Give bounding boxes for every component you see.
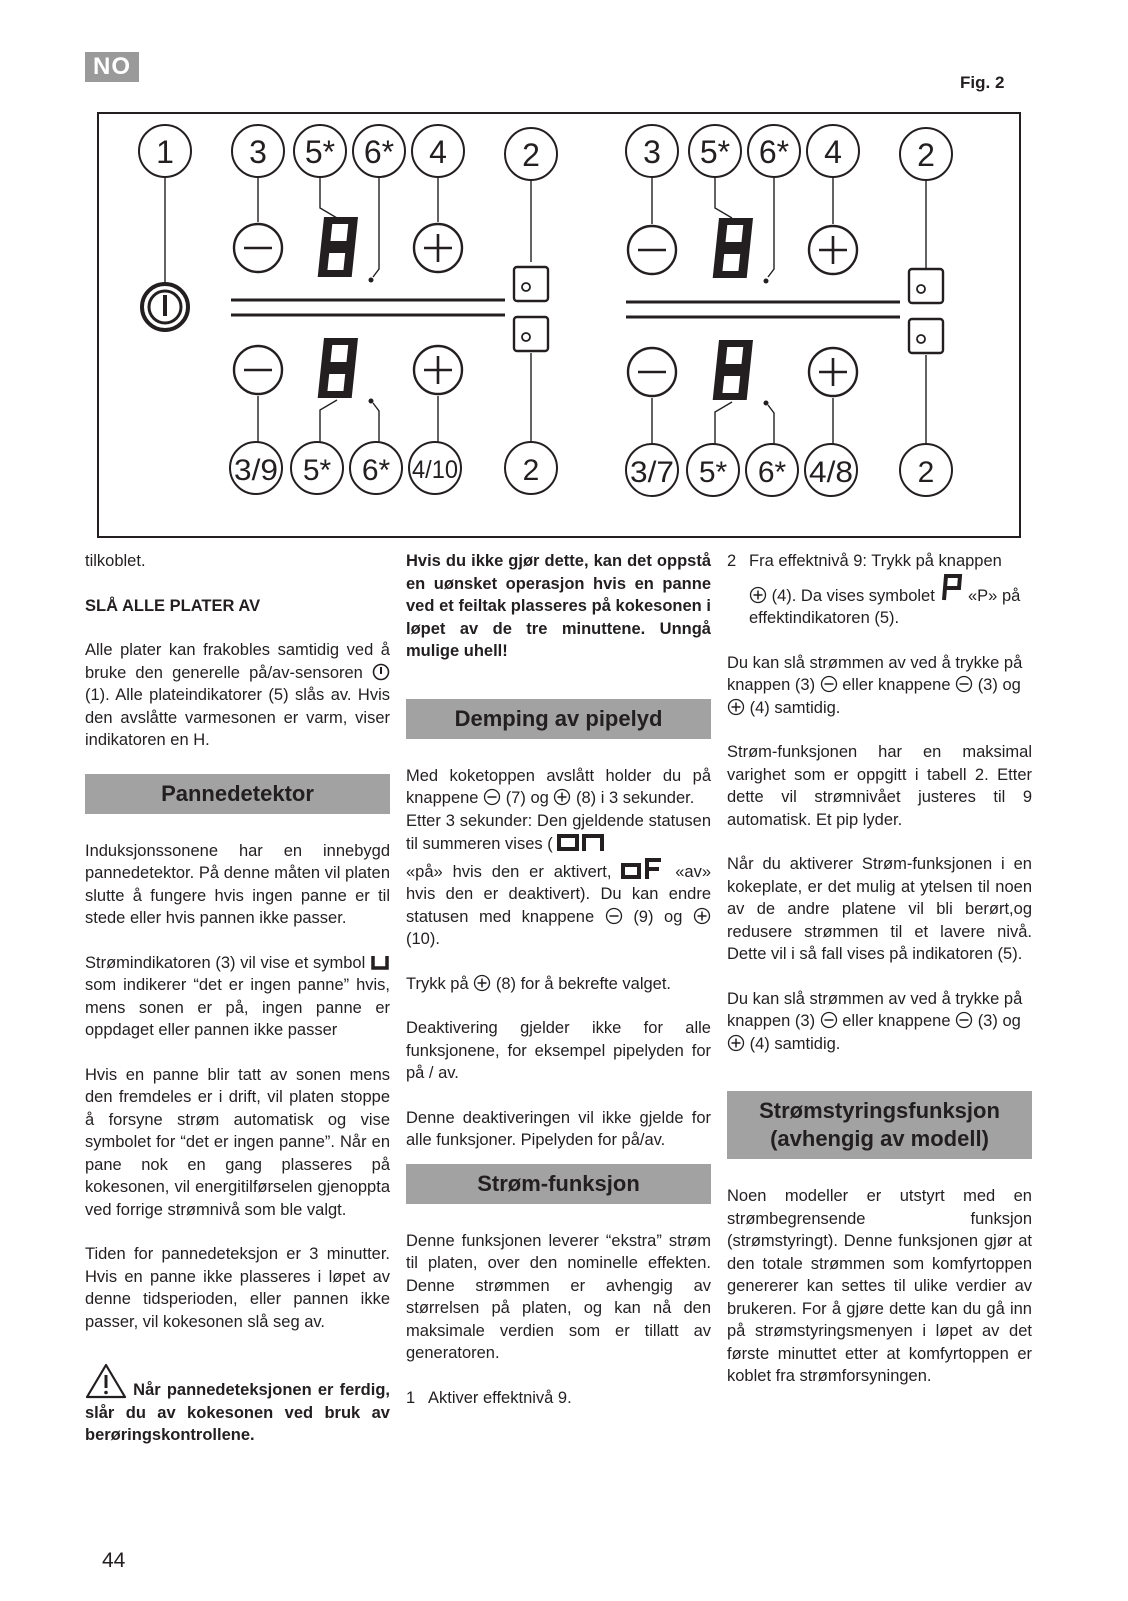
label-6star-bottom: 6* bbox=[361, 454, 391, 487]
label-5star-right-bottom: 5* bbox=[698, 456, 728, 489]
label-2-right: 2 bbox=[917, 137, 935, 173]
label-4-right: 4 bbox=[824, 134, 842, 170]
left-top-plus-button[interactable] bbox=[414, 224, 462, 272]
heading-power-function: Strøm-funksjon bbox=[406, 1164, 711, 1204]
step-1 bbox=[406, 1387, 711, 1410]
plus-icon bbox=[727, 1034, 745, 1052]
left-bottom-label-row bbox=[230, 442, 557, 494]
right-bottom-timer-button[interactable] bbox=[909, 319, 943, 353]
language-badge: NO bbox=[85, 52, 139, 82]
paragraph-power-off-2: Du kan slå strømmen av ved å trykke på knappen (3) eller knappene (3) og (4) samtidig. bbox=[727, 989, 1023, 1053]
step-text: Aktiver effektnivå 9. bbox=[428, 1388, 572, 1407]
step-number: 2 bbox=[727, 552, 737, 570]
label-3-9: 3/9 bbox=[234, 454, 278, 487]
label-5star-bottom: 5* bbox=[302, 454, 332, 487]
step-2 bbox=[727, 550, 1032, 630]
paragraph-activate: Når du aktiverer Strøm-funksjonen i en kokeplate, er det mulig at ytelsen til noen av de andre platene vil bli berørt,og redusere strømmen til et lavere nivå. Dette vil i så fall vises på indikatoren (5). bbox=[727, 855, 1032, 963]
plus-icon bbox=[473, 974, 491, 992]
label-4-8: 4/8 bbox=[809, 456, 853, 489]
left-bottom-display-icon bbox=[318, 338, 358, 398]
paragraph-pan-4: Tiden for pannedeteksjon er 3 minutter. Hvis en panne ikke plasseres i løpet av denne tidsperioden, eller pannen ikke passer, vil kokesonen slå seg av. bbox=[85, 1245, 390, 1331]
label-4: 4 bbox=[429, 134, 447, 170]
left-zone bbox=[139, 125, 557, 494]
plus-icon bbox=[727, 698, 745, 716]
on-symbol-icon bbox=[557, 832, 607, 852]
paragraph-pan-3: Hvis en panne blir tatt av sonen mens den fremdeles er i drift, vil platen stoppe å forsyne strøm automatisk og vise symbolet for “det er ingen panne”. Når en pane nok en gang plasseres på kokesonen, vil energitilførselen gjenoppta ved forrige strømnivå som ble valgt. bbox=[85, 1065, 390, 1219]
label-5star: 5* bbox=[304, 134, 336, 170]
left-bottom-timer-button[interactable] bbox=[514, 317, 548, 351]
power-icon bbox=[372, 663, 390, 681]
heading-pan-detector: Pannedetektor bbox=[85, 774, 390, 814]
label-1: 1 bbox=[156, 134, 174, 170]
warning-continuation: Hvis du ikke gjør dette, kan det oppstå en uønsket operasjon hvis en panne ved et feiltak plasseres på kokesonen i løpet av de tre minuttene. Unngå mulige uhell! bbox=[406, 552, 711, 660]
label-6star: 6* bbox=[363, 134, 395, 170]
paragraph-beep-4: Deaktivering gjelder ikke for alle funksjonene, for eksempel pipelyden for på / av. bbox=[406, 1019, 711, 1082]
paragraph-beep-2: Etter 3 sekunder: Den gjeldende statusen til summeren vises ( «på» hvis den er aktivert, «av» hvis den er deaktivert). Du kan endre statusen med knappene (9) og (10). bbox=[406, 811, 711, 948]
minus-icon bbox=[955, 1011, 973, 1029]
left-top-timer-button[interactable] bbox=[514, 267, 548, 301]
page-number: 44 bbox=[102, 1549, 126, 1572]
minus-icon bbox=[955, 675, 973, 693]
paragraph-connected: tilkoblet. bbox=[85, 552, 146, 570]
label-3: 3 bbox=[249, 134, 267, 170]
minus-icon bbox=[605, 907, 623, 925]
warning-icon bbox=[85, 1363, 127, 1399]
label-2-right-bottom: 2 bbox=[917, 456, 935, 489]
heading-beep-mute: Demping av pipelyd bbox=[406, 699, 711, 739]
right-top-timer-button[interactable] bbox=[909, 269, 943, 303]
minus-icon bbox=[483, 788, 501, 806]
plus-icon bbox=[553, 788, 571, 806]
paragraph-beep-3: Trykk på (8) for å bekrefte valget. bbox=[406, 974, 672, 993]
right-zone bbox=[626, 125, 952, 496]
right-bottom-minus-button[interactable] bbox=[628, 348, 676, 396]
left-top-minus-button[interactable] bbox=[234, 224, 282, 272]
paragraph-power-off-1: Du kan slå strømmen av ved å trykke på knappen (3) eller knappene (3) og (4) samtidig. bbox=[727, 653, 1023, 717]
column-2 bbox=[406, 550, 711, 1431]
right-top-label-row bbox=[626, 125, 952, 180]
left-bottom-plus-button[interactable] bbox=[414, 346, 462, 394]
label-6star-right: 6* bbox=[758, 134, 790, 170]
plus-icon bbox=[693, 907, 711, 925]
subheading-all-off: SLÅ ALLE PLATER AV bbox=[85, 596, 261, 615]
label-3-right: 3 bbox=[643, 134, 661, 170]
left-top-display-icon bbox=[318, 217, 358, 277]
paragraph-pan-1: Induksjonssonene har en innebygd pannedetektor. På denne måten vil platen slutte å fungere hvis ingen panne er til stede eller hvis pannen ikke passer. bbox=[85, 841, 390, 927]
label-4-10: 4/10 bbox=[412, 456, 458, 484]
warning-paragraph: Når pannedeteksjonen er ferdig, slår du av kokesonen ved bruk av berøringskontrollene. bbox=[85, 1363, 390, 1447]
paragraph-duration: Strøm-funksjonen har en maksimal varighet som er oppgitt i tabell 2. Etter dette vil strømnivået justeres til 9 automatisk. Et pip lyder. bbox=[727, 743, 1032, 829]
left-bottom-minus-button[interactable] bbox=[234, 346, 282, 394]
right-top-display-icon bbox=[713, 218, 753, 278]
column-3 bbox=[727, 550, 1032, 1410]
right-top-plus-button[interactable] bbox=[809, 226, 857, 274]
column-1 bbox=[85, 550, 390, 1469]
right-bottom-plus-button[interactable] bbox=[809, 348, 857, 396]
right-top-minus-button[interactable] bbox=[628, 226, 676, 274]
off-symbol-icon bbox=[621, 856, 665, 880]
label-6star-right-bottom: 6* bbox=[757, 456, 787, 489]
paragraph-beep-1: Med koketoppen avslått holder du på knappene (7) og (8) i 3 sekunder. bbox=[406, 766, 711, 807]
right-bottom-label-row bbox=[626, 444, 952, 496]
paragraph-all-off: Alle plater kan frakobles samtidig ved å bruke den generelle på/av-sensoren (1). Alle plateindikatorer (5) slås av. Hvis den avslåtte varmesonen er varm, viser indikatoren en H. bbox=[85, 641, 390, 749]
left-top-label-row bbox=[139, 125, 557, 180]
minus-icon bbox=[820, 675, 838, 693]
figure-label: Fig. 2 bbox=[960, 73, 1005, 92]
label-2-bottom: 2 bbox=[522, 454, 540, 487]
plus-icon bbox=[749, 586, 767, 604]
label-3-7: 3/7 bbox=[630, 456, 674, 489]
label-2: 2 bbox=[522, 137, 540, 173]
paragraph-pan-2: Strømindikatoren (3) vil vise et symbol som indikerer “det er ingen panne” hvis, mens sonen er på, ingen panne er oppdaget eller pannen ikke passer bbox=[85, 953, 390, 1039]
paragraph-power-management: Noen modeller er utstyrt med en strømbegrensende funksjon (strømstyringt). Denne funksjonen gjør at den totale strømmen som komfyrtoppen genererer kan settes til ulike verdier av brukeren. For å gjøre dette kan du gå inn på strømstyringsmenyen i løpet av det første minuttet etter at komfyrtoppen er koblet fra strømforsyningen. bbox=[727, 1187, 1032, 1385]
right-bottom-display-icon bbox=[713, 340, 753, 400]
p-symbol-icon bbox=[939, 573, 963, 601]
control-panel-figure bbox=[97, 112, 1021, 538]
paragraph-beep-5: Denne deaktiveringen vil ikke gjelde for alle funksjoner. Pipelyden for på/av. bbox=[406, 1108, 711, 1149]
power-button-icon[interactable] bbox=[142, 284, 188, 330]
label-5star-right: 5* bbox=[699, 134, 731, 170]
paragraph-power-1: Denne funksjonen leverer “ekstra” strøm til platen, over den nominelle effekten. Denne strømmen er avhengig av størrelsen på platen, og kan nå den maksimale verdien som er tillatt av generatoren. bbox=[406, 1231, 711, 1362]
step-number: 1 bbox=[406, 1388, 416, 1407]
no-pan-symbol-icon bbox=[370, 955, 390, 971]
heading-power-management: Strømstyringsfunksjon (avhengig av modell) bbox=[727, 1091, 1032, 1159]
minus-icon bbox=[820, 1011, 838, 1029]
step-text: Fra effektnivå 9: Trykk på knappen (4). Da vises symbolet «P» på effektindikatoren (5). bbox=[749, 552, 1021, 627]
